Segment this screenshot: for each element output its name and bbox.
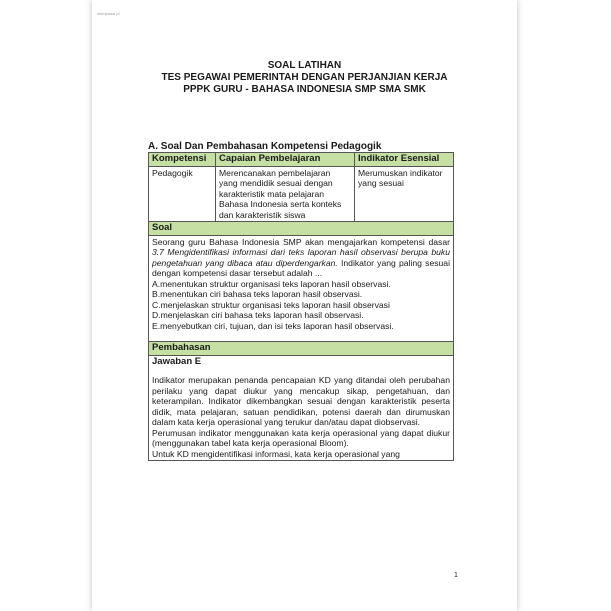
competency-table xyxy=(148,152,454,461)
answer-label: Jawaban E xyxy=(152,355,202,367)
pembahasan-paragraph-3: Untuk KD mengidentifikasi informasi, kata kerja operasional yang xyxy=(152,448,400,459)
soal-label-row xyxy=(149,222,454,236)
page-number: 1 xyxy=(454,572,458,579)
option-c: C.menjelaskan struktur organisasi teks laporan hasil observasi xyxy=(152,299,390,310)
header-stamp: interpolasi.pl xyxy=(97,11,120,16)
table-header-row xyxy=(149,153,454,167)
soal-body-row xyxy=(149,235,454,342)
soal-label: Soal xyxy=(149,222,454,236)
title-line-2: TES PEGAWAI PEMERINTAH DENGAN PERJANJIAN KERJA xyxy=(161,72,448,83)
option-d: D.menjelaskan ciri bahasa teks laporan hasil observasi. xyxy=(152,310,364,320)
pembahasan-paragraph-2: Perumusan indikator menggunakan kata kerja operasional yang dapat diukur (menggunakan tabel kata kerja operasional Bloom). xyxy=(152,427,450,448)
document-page xyxy=(92,0,517,611)
title-line-1: SOAL LATIHAN xyxy=(267,60,342,71)
soal-text-italic: 3.7 Mengidentifikasi informasi dari teks laporan hasil observasi berupa buku pengetahuan yang dibaca atau diperdengarkan. xyxy=(152,247,450,268)
soal-text-a: Seorang guru Bahasa Indonesia SMP akan mengajarkan kompetensi dasar xyxy=(152,236,450,247)
cell-kompetensi: Pedagogik xyxy=(149,166,216,222)
option-e: E.menyebutkan ciri, tujuan, dan isi teks laporan hasil observasi. xyxy=(152,320,394,331)
cell-capaian: Merencanakan pembelajaran yang mendidik sesuai dengan karakteristik mata pelajaran Bahasa Indonesia serta konteks dan karakteristik siswa xyxy=(216,166,355,222)
section-heading: A. Soal Dan Pembahasan Kompetensi Pedagogik xyxy=(148,141,382,152)
soal-text-b: Indikator yang paling sesuai dengan kompetensi dasar tersebut adalah ... xyxy=(152,257,450,278)
title-block xyxy=(92,60,517,96)
spacer xyxy=(152,331,450,340)
pembahasan-body xyxy=(149,355,454,461)
pembahasan-body-row xyxy=(149,355,454,461)
pembahasan-label-row xyxy=(149,342,454,356)
pembahasan-label: Pembahasan xyxy=(149,342,454,356)
soal-question xyxy=(152,237,450,279)
header-capaian: Capaian Pembelajaran xyxy=(216,153,355,167)
soal-body xyxy=(149,235,454,342)
header-indikator: Indikator Esensial xyxy=(355,153,454,167)
header-kompetensi: Kompetensi xyxy=(149,153,216,167)
table-row xyxy=(149,166,454,222)
option-a: A.menentukan struktur organisasi teks laporan hasil observasi. xyxy=(152,278,391,289)
cell-indikator: Merumuskan indikator yang sesuai xyxy=(355,166,454,222)
pembahasan-paragraph-1: Indikator merupakan penanda pencapaian KD yang ditandai oleh perubahan perilaku yang dapat diukur yang mencakup sikap, pengetahuan, dan keterampilan. Indikator dikembangkan sesuai dengan karakteristik peserta didik, mata pelajaran, satuan pendidikan, potensi daerah dan dirumuskan dalam kata kerja operasional yang terukur dan/atau dapat diobservasi. xyxy=(152,375,450,427)
option-b: B.menentukan ciri bahasa teks laporan hasil observasi. xyxy=(152,289,363,299)
title-line-3: PPPK GURU - BAHASA INDONESIA SMP SMA SMK xyxy=(183,84,426,95)
